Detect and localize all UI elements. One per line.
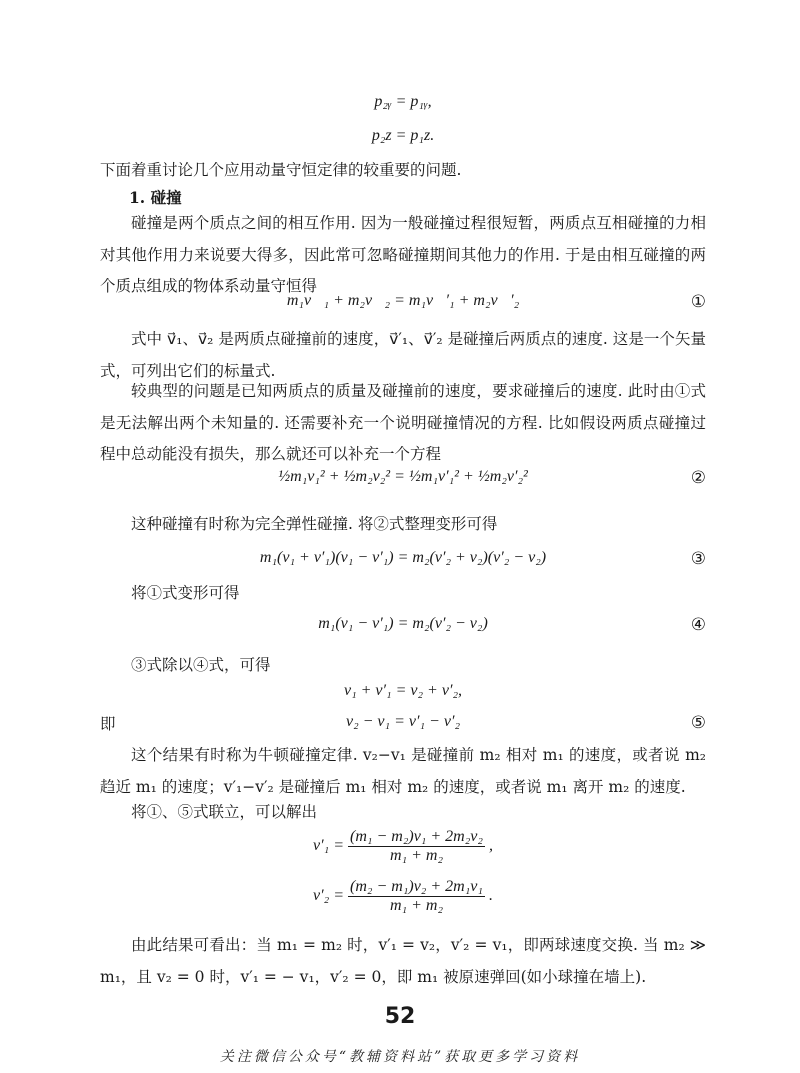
- equation-number-4: ④: [690, 615, 706, 635]
- equation-p2z: p₂z = p₁z.: [371, 127, 435, 144]
- equation-momentum: m₁v⃗₁ + m₂v⃗₂ = m₁v⃗′₁ + m₂v⃗′₂: [286, 292, 520, 309]
- equation-5a: v₁ + v′₁ = v₂ + v′₂,: [343, 682, 463, 699]
- paragraph-vector-note: 式中 v⃗₁、v⃗₂ 是两质点碰撞前的速度，v⃗′₁、v⃗′₂ 是碰撞后两质点的速度. 这是一个矢量式，可列出它们的标量式.: [100, 330, 706, 380]
- paragraph-typical-problem: 较典型的问题是已知两质点的质量及碰撞前的速度，要求碰撞后的速度. 此时由①式是无法解出两个未知量的. 还需要补充一个说明碰撞情况的方程. 比如假设两质点碰撞过程中总动能没有损失，那么就还可以补充一个方程: [100, 382, 706, 463]
- paragraph-divide: ③式除以④式，可得: [131, 656, 271, 674]
- equation-3: m₁(v₁ + v′₁)(v₁ − v′₁) = m₂(v′₂ + v₂)(v′₂ − v₂): [259, 549, 547, 566]
- solution-v1-denominator: m₁ + m₂: [389, 847, 443, 864]
- equation-4: m₁(v₁ − v′₁) = m₂(v′₂ − v₂): [318, 615, 488, 632]
- paragraph-collision-intro: 碰撞是两个质点之间的相互作用. 因为一般碰撞过程很短暂，两质点互相碰撞的力相对其他作用力来说要大得多，因此常可忽略碰撞期间其他力的作用. 于是由相互碰撞的两个质点组成的物体系动量守恒得: [100, 214, 706, 295]
- label-ji: 即: [100, 715, 116, 733]
- solution-v1-lhs: v′₁ =: [313, 837, 345, 855]
- page-number: 52: [384, 1004, 416, 1029]
- solution-v1-end: ,: [488, 837, 493, 855]
- solution-v2-end: .: [488, 887, 493, 905]
- paragraph-elastic: 这种碰撞有时称为完全弹性碰撞. 将②式整理变形可得: [131, 515, 498, 533]
- solution-v2-denominator: m₁ + m₂: [389, 897, 443, 914]
- section-heading: 1. 碰撞: [129, 188, 182, 207]
- equation-number-1: ①: [690, 292, 706, 312]
- intro-line: 下面着重讨论几个应用动量守恒定律的较重要的问题.: [100, 161, 462, 179]
- paragraph-conclusion: 由此结果可看出：当 m₁ = m₂ 时，v′₁ = v₂，v′₂ = v₁，即两球速度交换. 当 m₂ ≫ m₁，且 v₂ = 0 时，v′₁ = − v₁，v′₂ = 0，即 m₁ 被原速弹回(如小球撞在墙上).: [100, 936, 706, 986]
- solution-v1-fraction: [348, 828, 485, 865]
- equation-number-3: ③: [690, 549, 706, 569]
- paragraph-transform: 将①式变形可得: [131, 584, 240, 602]
- solution-v2-prime: [100, 878, 706, 915]
- equation-p2y: p₂ᵧ = p₁ᵧ,: [374, 93, 432, 110]
- equation-number-5: ⑤: [690, 713, 706, 733]
- solution-v2-lhs: v′₂ =: [313, 887, 345, 905]
- paragraph-newton-law: 这个结果有时称为牛顿碰撞定律. v₂−v₁ 是碰撞前 m₂ 相对 m₁ 的速度，或者说 m₂ 趋近 m₁ 的速度；v′₁−v′₂ 是碰撞后 m₁ 相对 m₂ 的速度，或者说 m₁ 离开 m₂ 的速度.: [100, 746, 706, 796]
- solution-v2-numerator: (m₂ − m₁)v₂ + 2m₁v₁: [350, 878, 483, 895]
- paragraph-solve: 将①、⑤式联立，可以解出: [131, 803, 318, 821]
- equation-number-2: ②: [690, 468, 706, 488]
- equation-energy: ½m₁v₁² + ½m₂v₂² = ½m₁v′₁² + ½m₂v′₂²: [278, 468, 528, 485]
- equation-5b: v₂ − v₁ = v′₁ − v′₂: [345, 713, 461, 730]
- footer-watermark: 关注微信公众号“教辅资料站”获取更多学习资料: [219, 1049, 581, 1065]
- solution-v1-numerator: (m₁ − m₂)v₁ + 2m₂v₂: [350, 828, 483, 845]
- solution-v1-prime: [100, 828, 706, 865]
- solution-v2-fraction: [348, 878, 485, 915]
